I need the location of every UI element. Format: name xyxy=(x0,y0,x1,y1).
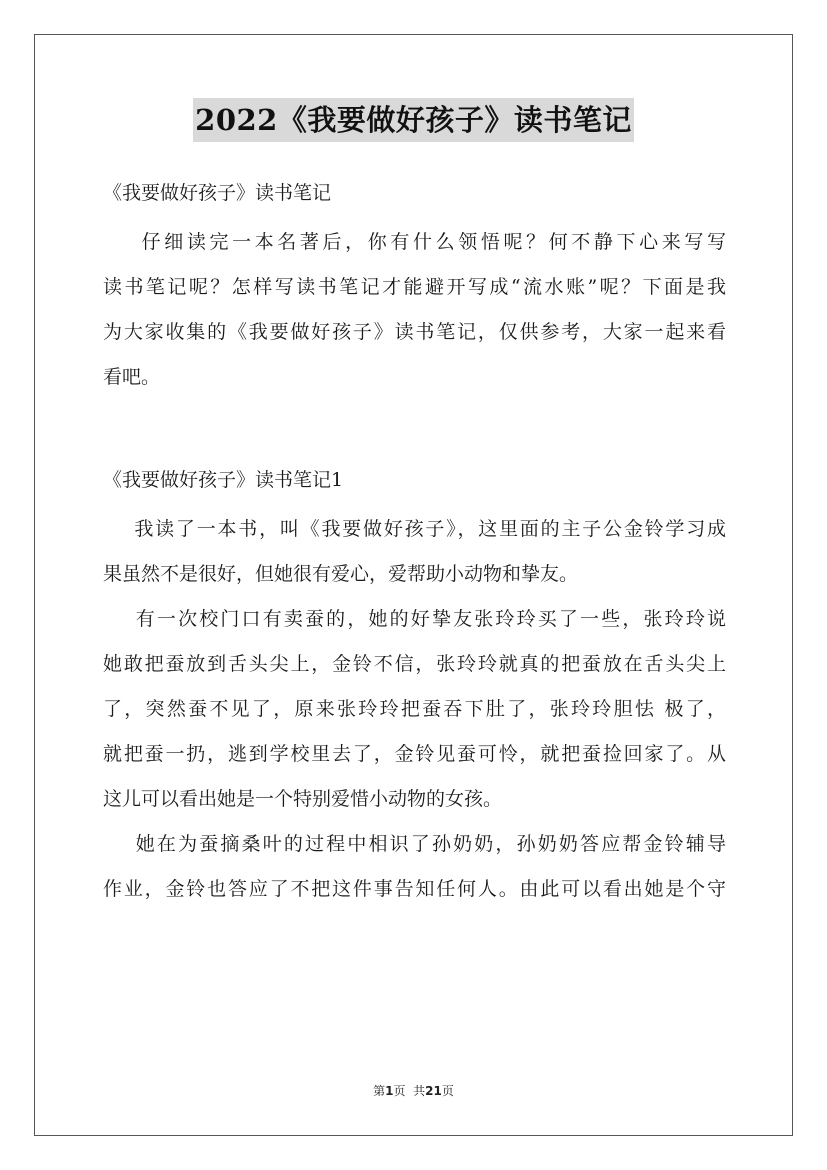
page-mid: 页 共 xyxy=(393,1084,426,1098)
intro-line: 看吧。 xyxy=(103,366,161,388)
intro-line: 读书笔记呢？怎样写读书笔记才能避开写成“流水账”呢？下面是我 xyxy=(103,276,726,298)
document-title: 2022《我要做好孩子》读书笔记 xyxy=(193,98,634,142)
intro-paragraph xyxy=(103,220,726,400)
intro-line: 仔细读完一本名著后，你有什么领悟呢？何不静下心来写写 xyxy=(103,231,726,253)
section-body xyxy=(103,507,726,912)
section-line: 她在为蚕摘桑叶的过程中相识了孙奶奶，孙奶奶答应帮金铃辅导 xyxy=(103,833,726,855)
page-footer xyxy=(0,1082,827,1099)
document-subtitle: 《我要做好孩子》读书笔记 xyxy=(103,182,332,204)
section-line: 了，突然蚕不见了，原来张玲玲把蚕吞下肚了，张玲玲胆怯 极了， xyxy=(103,698,726,720)
title-container xyxy=(0,98,827,142)
document-body xyxy=(103,171,726,912)
page-prefix: 第 xyxy=(373,1084,386,1098)
section-line: 果虽然不是很好，但她很有爱心，爱帮助小动物和挚友。 xyxy=(103,563,579,585)
section-line: 作业，金铃也答应了不把这件事告知任何人。由此可以看出她是个守 xyxy=(103,878,726,900)
section-line: 她敢把蚕放到舌头尖上，金铃不信，张玲玲就真的把蚕放在舌头尖上 xyxy=(103,653,726,675)
section-line: 有一次校门口有卖蚕的，她的好挚友张玲玲买了一些，张玲玲说 xyxy=(103,608,726,630)
section-line: 我读了一本书，叫《我要做好孩子》，这里面的主子公金铃学习成 xyxy=(103,518,726,540)
total-pages-number: 21 xyxy=(425,1084,442,1098)
intro-line: 为大家收集的《我要做好孩子》读书笔记，仅供参考，大家一起来看 xyxy=(103,321,726,343)
page-suffix: 页 xyxy=(441,1084,454,1098)
section-line: 这儿可以看出她是一个特别爱惜小动物的女孩。 xyxy=(103,788,503,810)
section-line: 就把蚕一扔，逃到学校里去了，金铃见蚕可怜，就把蚕捡回家了。从 xyxy=(103,743,726,765)
current-page-number: 1 xyxy=(385,1084,394,1098)
section-heading: 《我要做好孩子》读书笔记1 xyxy=(103,469,344,491)
